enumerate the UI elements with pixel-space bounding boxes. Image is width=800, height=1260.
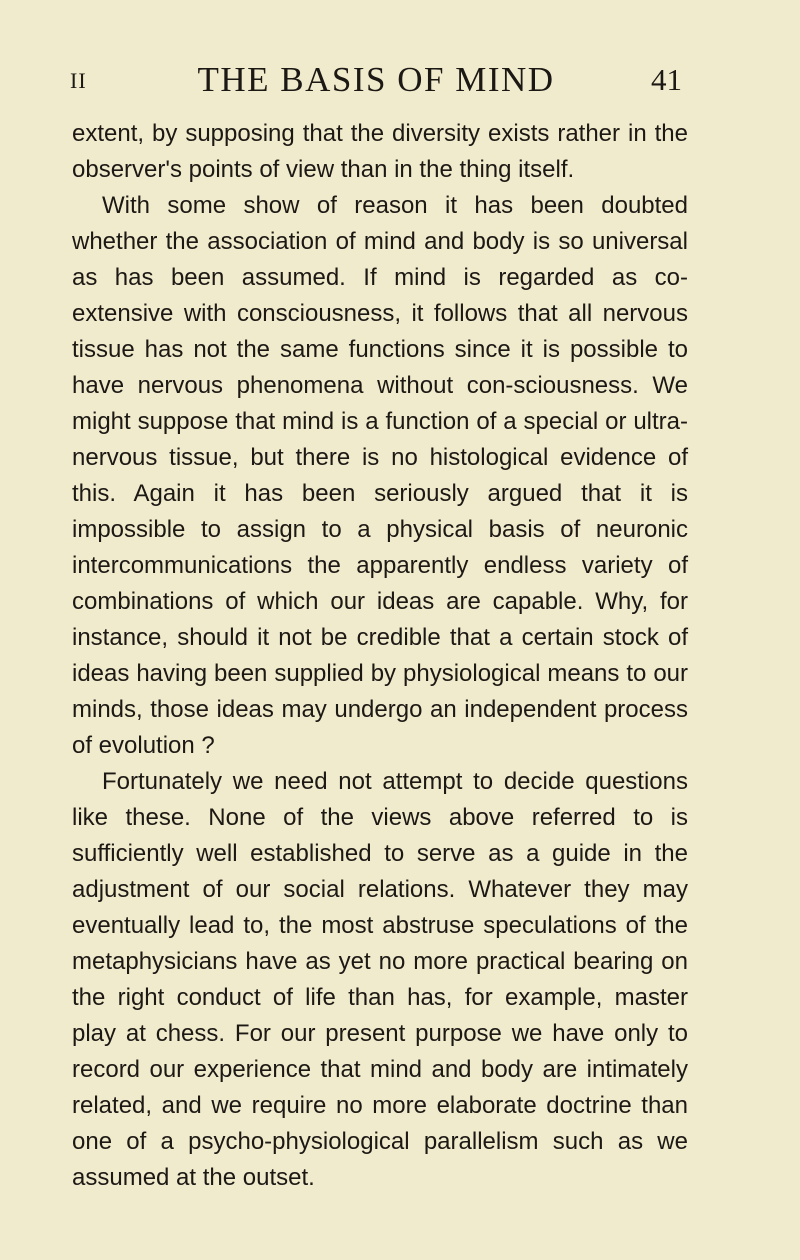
- running-head: [70, 60, 682, 104]
- paragraph: With some show of reason it has been doubted whether the association of mind and body is so universal as has been assumed. If mind is regarded as co-extensive with consciousness, it follows that all nervous tissue has not the same functions since it is possible to have nervous phenomena without con-sciousness. We might suppose that mind is a function of a special or ultra-nervous tissue, but there is no histological evidence of this. Again it has been seriously argued that it is impossible to assign to a physical basis of neuronic intercommunications the apparently endless variety of combinations of which our ideas are capable. Why, for instance, should it not be credible that a certain stock of ideas having been supplied by physiological means to our minds, those ideas may undergo an independent process of evolution ?: [72, 192, 688, 759]
- body-text: [72, 116, 688, 1196]
- running-title: THE BASIS OF MIND: [197, 60, 555, 99]
- section-number: II: [70, 68, 87, 93]
- paragraph: Fortunately we need not attempt to decide questions like these. None of the views above referred to is sufficiently well established to serve as a guide in the adjustment of our social relations. Whatever they may eventually lead to, the most abstruse speculations of the metaphysicians have as yet no more practical bearing on the right conduct of life than has, for example, master play at chess. For our present purpose we have only to record our experience that mind and body are intimately related, and we require no more elaborate doctrine than one of a psycho-physiological parallelism such as we assumed at the outset.: [72, 768, 688, 1191]
- page-number: 41: [651, 62, 682, 97]
- paragraph-continued: extent, by supposing that the diversity exists rather in the observer's points of view than in the thing itself.: [72, 120, 688, 183]
